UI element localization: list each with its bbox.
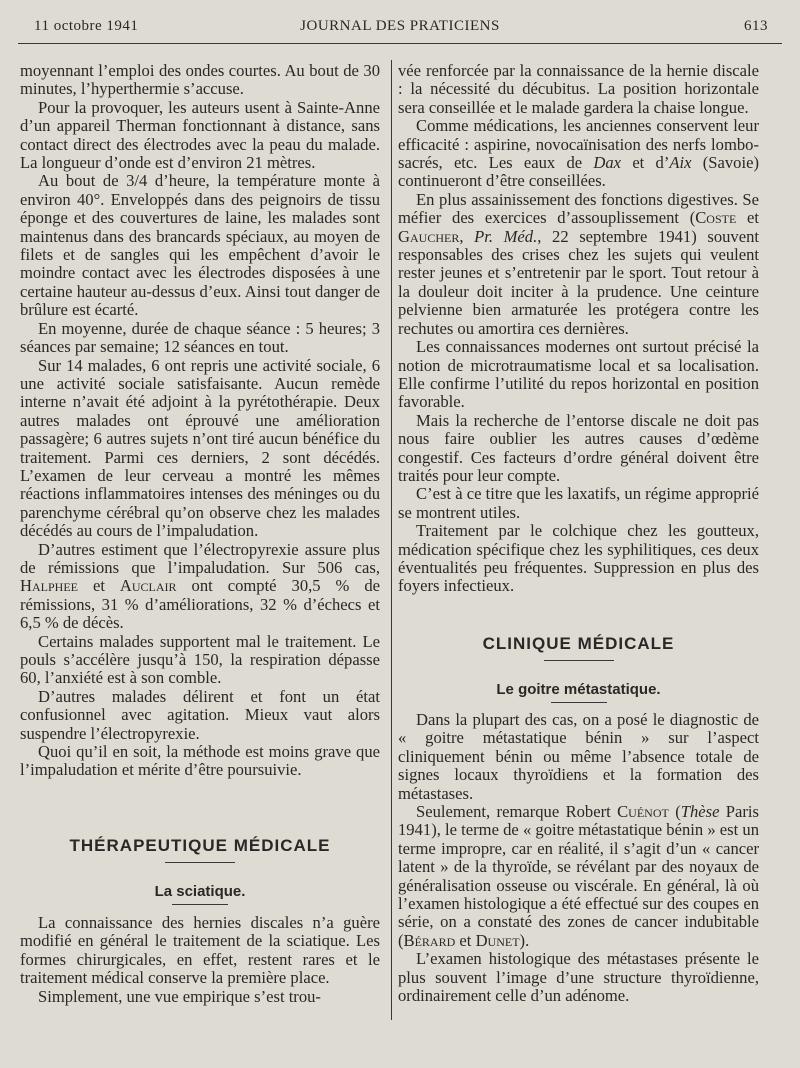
- page-number: 613: [744, 18, 768, 34]
- paragraph: Quoi qu’il en soit, la méthode est moins grave que l’impaludation et mérite d’être poursuivie.: [20, 742, 380, 780]
- section-title: CLINIQUE MÉDICALE: [482, 634, 675, 653]
- paragraph: vée renforcée par la connaissance de la hernie discale : la nécessité du décubitus. La position horizontale sera conseillée et le malade gardera la chaise longue.: [398, 61, 759, 117]
- header-rule: [18, 43, 782, 44]
- left-column: [20, 62, 380, 780]
- author-name: Bérard: [403, 930, 456, 950]
- paragraph: [398, 803, 759, 950]
- paragraph: Mais la recherche de l’entorse discale ne doit pas nous faire oublier les autres causes d’œdème congestif. Ces facteurs d’ordre général doivent être traités pour leur compte.: [398, 410, 759, 485]
- text-run: En plus assainissement des fonctions digestives. Se méfier des exercices d’assouplissement (: [398, 189, 759, 228]
- text-run: et: [736, 208, 759, 228]
- journal-title: JOURNAL DES PRATICIENS: [300, 18, 500, 34]
- text-run: ont compté 30,5 % de rémissions, 31 % d’améliorations, 32 % d’échecs et 6,5 % de décès.: [20, 576, 380, 633]
- text-run: (Savoie) continueront d’être conseillées.: [398, 153, 759, 191]
- text-run: Comme médications, les anciennes conservent leur efficacité : aspirine, novocaïnisation des nerfs lombo-sacrés, etc. Les eaux de: [398, 116, 759, 173]
- issue-date: 11 octobre 1941: [34, 18, 139, 34]
- sciatique-text: [20, 914, 380, 1006]
- text-run: D’autres estiment que l’électropyrexie assure plus de rémissions que l’impaludation. Sur 506 cas,: [20, 539, 380, 577]
- paragraph: Pour la provoquer, les auteurs usent à Sainte-Anne d’un appareil Therman fonctionnant à distance, sans contact direct des électrodes avec la peau du malade. La longueur d’onde est d’environ 21 mètres.: [20, 97, 380, 173]
- these-label: Thèse: [680, 802, 720, 822]
- text-run: , 22 septembre 1941) souvent responsables des crises chez les sujets qui veulent rester jeunes et s’entretenir par le sport. Tout retour à la douleur doit inciter à la prudence. Une ceinture pelvienne bien armaturée les protégera contre les rechutes ou amortira ces dernières.: [398, 226, 759, 338]
- text-run: et d’: [621, 153, 670, 173]
- paragraph: [398, 117, 759, 191]
- author-name: Auclair: [119, 576, 177, 596]
- paragraph: En moyenne, durée de chaque séance : 5 heures; 3 séances par semaine; 12 séances en tout.: [20, 318, 380, 357]
- paragraph: Au bout de 3/4 d’heure, la température monte à environ 40°. Enveloppés dans des peignoirs de tissu éponge et des couvertures de laine, les malades sont maintenus dans des brancards spéciaux, au moyen de filets et de sangles qui les empêchent d’avoir le moindre contact avec les électrodes disposées à une certaine hauteur au-dessus d’eux. Ainsi tout danger de brûlure est écarté.: [20, 171, 380, 320]
- text-run: Seulement, remarque Robert: [416, 802, 618, 822]
- section-rule: [544, 660, 614, 661]
- place-name: Aix: [669, 153, 692, 173]
- paragraph: C’est à ce titre que les laxatifs, un régime approprié se montrent utiles.: [398, 484, 759, 522]
- journal-reference: Pr. Méd.: [474, 226, 538, 246]
- paragraph: Simplement, une vue empirique s’est trou-: [38, 986, 321, 1006]
- subsection-rule: [172, 904, 228, 905]
- text-run: et: [77, 576, 120, 596]
- paragraph: moyennant l’emploi des ondes courtes. Au bout de 30 minutes, l’hyperthermie s’accuse.: [20, 61, 380, 99]
- subsection-sciatique: [20, 883, 380, 905]
- place-name: Dax: [593, 153, 622, 173]
- subsection-title: La sciatique.: [154, 883, 246, 900]
- text-run: et: [455, 930, 476, 950]
- paragraph: Traitement par le colchique chez les goutteux, médication spécifique chez les syphilitiques, ces deux éventualités peu fréquentes. Suppression en plus des foyers infectieux.: [398, 521, 759, 596]
- author-name: Cuénot: [617, 802, 669, 822]
- section-clinique: [398, 634, 759, 661]
- column-divider: [391, 60, 392, 1020]
- text-run: (: [668, 802, 681, 822]
- author-name: Gaucher: [398, 226, 460, 246]
- paragraph: [398, 191, 759, 338]
- paragraph: D’autres malades délirent et font un état confusionnel avec agitation. Mieux vaut alors suspendre l’électropyrexie.: [20, 686, 380, 743]
- subsection-goitre: [398, 681, 759, 703]
- section-rule: [165, 862, 235, 863]
- paragraph: L’examen histologique des métastases présente le plus souvent l’image d’une structure thyroïdienne, ordinairement celle d’un adénome.: [398, 949, 759, 1006]
- page-header: [0, 0, 800, 44]
- subsection-rule: [551, 702, 607, 703]
- author-name: Halphee: [20, 576, 78, 596]
- paragraph: Sur 14 malades, 6 ont repris une activité sociale, 6 une activité sociale satisfaisante. Aucun remède interne n’avait été adjoint à la pyrétothérapie. Deux autres malades ont éprouvé une amélioration passagère; 6 autres sujets n’ont tiré aucun bénéfice du traitement. Parmi ces derniers, 2 sont décédés. L’examen de leur cerveau a montré les mêmes réactions inflammatoires intenses des méninges ou du parenchyme cérébral qu’on observe chez les malades décédés au cours de l’impaludation.: [20, 355, 380, 541]
- author-name: Coste: [695, 208, 737, 228]
- subsection-title: Le goitre métastatique.: [496, 681, 661, 698]
- paragraph: La connaissance des hernies discales n’a guère modifié en général le traitement de la sciatique. Les formes chirurgicales, en effet, restent rares et le traitement médical conserve la première place.: [20, 913, 380, 988]
- section-title: THÉRAPEUTIQUE MÉDICALE: [69, 836, 331, 855]
- author-name: Dunet: [475, 930, 520, 950]
- text-run: Paris 1941), le terme de « goitre métastatique bénin » est un terme impropre, car en réalité, il s’agit d’un « cancer latent » de la thyroïde, se révélant par des noyaux de généralisation osseuse ou viscérale. En général, là où l’examen histologique a été effectué sur des coupes en série, on a constaté des zones de cancer indubitable (: [398, 802, 759, 950]
- goitre-text: [398, 711, 759, 1006]
- right-column: [398, 62, 759, 596]
- text-run: ,: [459, 226, 475, 246]
- paragraph: [20, 541, 380, 633]
- paragraph: Les connaissances modernes ont surtout précisé la notion de microtraumatisme local et sa localisation. Elle confirme l’utilité du repos horizontal en position favorable.: [398, 337, 759, 412]
- paragraph: Certains malades supportent mal le traitement. Le pouls s’accélère jusqu’à 150, la respiration dépasse 60, l’anxiété est à son comble.: [20, 631, 380, 688]
- text-run: ).: [519, 930, 530, 950]
- section-therapeutique: [20, 836, 380, 863]
- paragraph: Dans la plupart des cas, on a posé le diagnostic de « goitre métastatique bénin » sur l’aspect cliniquement bénin ou même l’absence totale de signes locaux thyroïdiens et la formation des métastases.: [398, 710, 759, 803]
